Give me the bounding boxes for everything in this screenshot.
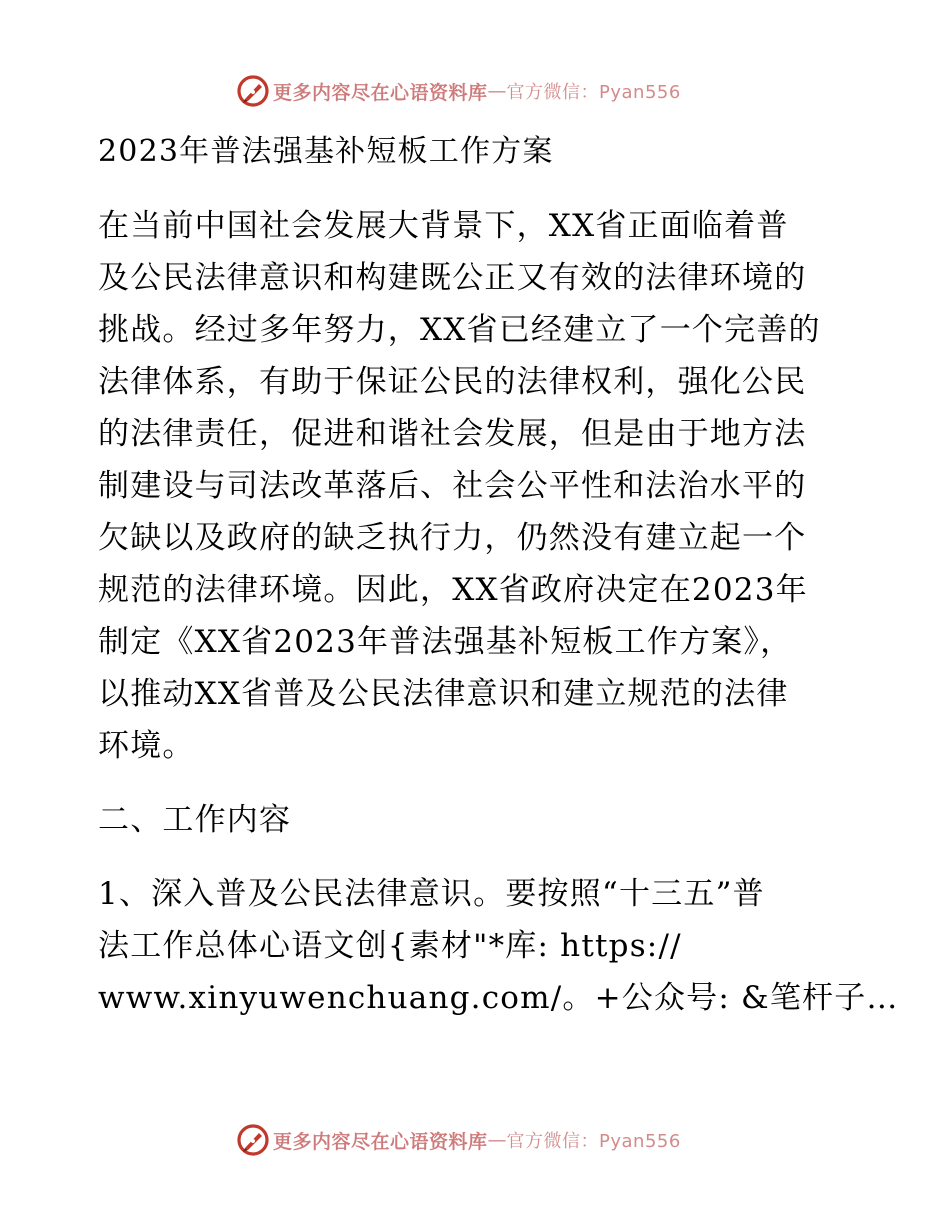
paragraph-line: www.xinyuwenchuang.com/。+公众号: &笔杆子… — [98, 980, 899, 1016]
intro-paragraph — [98, 200, 858, 772]
paragraph-line: 欠缺以及政府的缺乏执行力，仍然没有建立起一个 — [98, 520, 807, 556]
paragraph-line: 的法律责任，促进和谐社会发展，但是由于地方法 — [98, 416, 807, 452]
watermark-main-text: 更多内容尽在心语资料库 — [273, 1130, 488, 1153]
paragraph-line: 法工作总体心语文创{素材"*库: https:// — [98, 928, 682, 964]
section-heading: 二、工作内容 — [98, 802, 292, 838]
paragraph-line: 规范的法律环境。因此，XX省政府决定在2023年 — [98, 572, 808, 608]
paragraph-line: 1、深入普及公民法律意识。要按照“十三五”普 — [98, 876, 765, 912]
watermark-header — [236, 73, 681, 109]
paragraph-line: 法律体系，有助于保证公民的法律权利，强化公民 — [98, 364, 807, 400]
paragraph-line: 制建设与司法改革落后、社会公平性和法治水平的 — [98, 468, 807, 504]
paragraph-line: 及公民法律意识和构建既公正又有效的法律环境的 — [98, 260, 807, 296]
paragraph-line: 制定《XX省2023年普法强基补短板工作方案》， — [98, 624, 793, 660]
paragraph-line: 挑战。经过多年努力，XX省已经建立了一个完善的 — [98, 312, 821, 348]
spacer — [98, 772, 858, 794]
document-title: 2023年普法强基补短板工作方案 — [98, 134, 554, 169]
paragraph-line: 环境。 — [98, 728, 195, 764]
document-body — [98, 126, 899, 1024]
watermark-wechat-text: 官方微信：Pyan556 — [506, 1131, 681, 1152]
spacer — [98, 178, 858, 200]
watermark-footer — [236, 1122, 681, 1158]
item-1-paragraph — [98, 868, 899, 1024]
spacer — [98, 846, 858, 868]
watermark-wechat-text: 官方微信：Pyan556 — [506, 82, 681, 103]
pen-logo-icon — [236, 74, 270, 108]
watermark-dash: — — [487, 1129, 507, 1151]
paragraph-line: 在当前中国社会发展大背景下，XX省正面临着普 — [98, 208, 789, 244]
watermark-dash: — — [487, 80, 507, 102]
watermark-main-text: 更多内容尽在心语资料库 — [273, 81, 488, 104]
paragraph-line: 以推动XX省普及公民法律意识和建立规范的法律 — [98, 676, 789, 712]
pen-logo-icon — [236, 1123, 270, 1157]
